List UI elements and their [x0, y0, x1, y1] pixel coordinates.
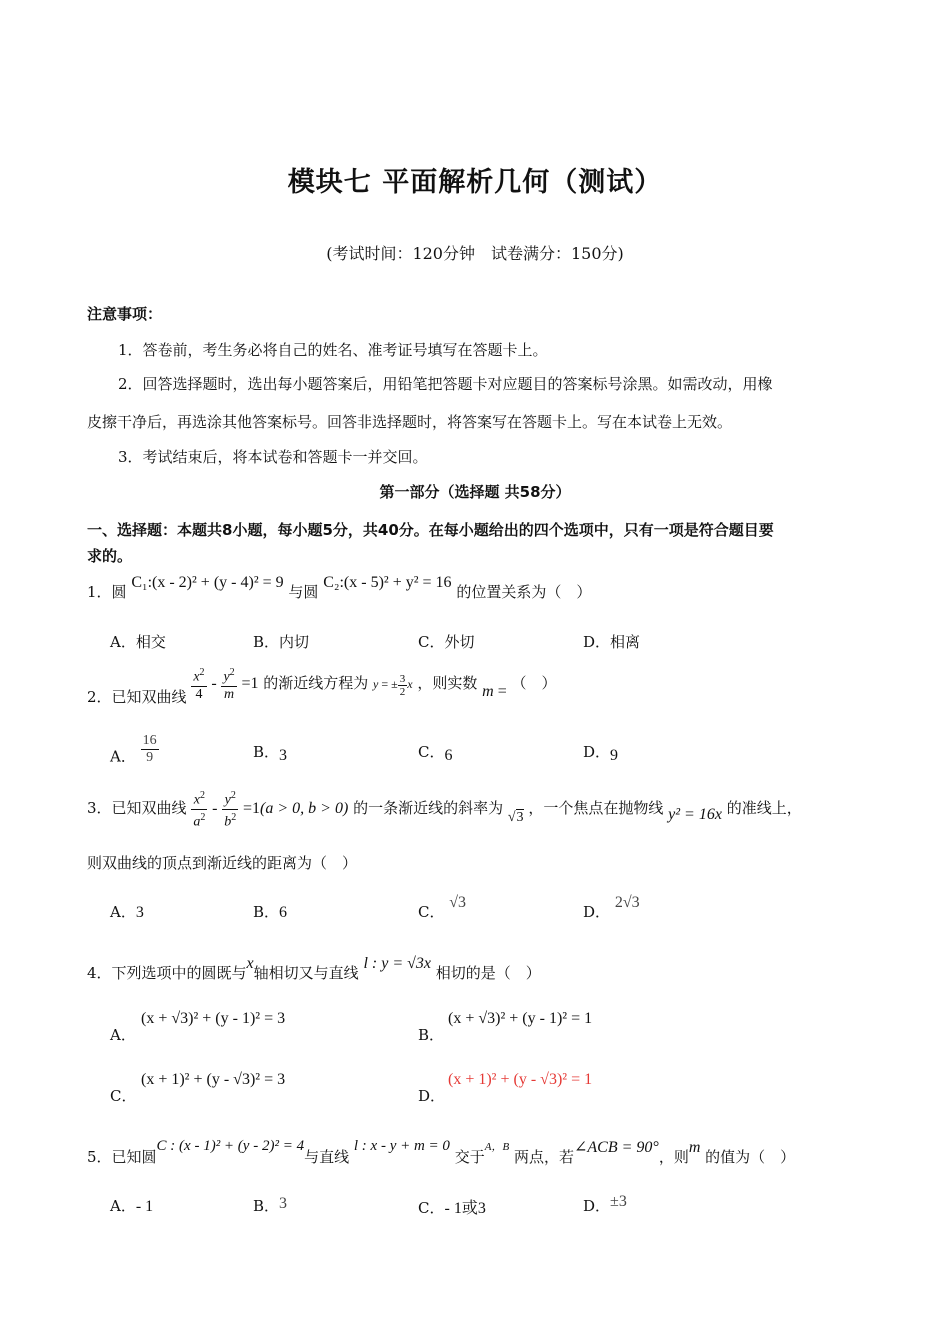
q4-option-d-highlighted[interactable]: (x + 1)² + (y - √3)² = 1 — [448, 1071, 593, 1088]
q4-option-a[interactable]: (x + √3)² + (y - 1)² = 3 — [141, 1010, 286, 1027]
q2-equals-one: =1 — [241, 674, 259, 692]
q2-option-a-label: A． — [110, 747, 136, 766]
q1-circle-2: C₂:(x - 5)² + y² = 16 — [323, 574, 452, 591]
q1-option-d[interactable]: D．相离 — [583, 633, 641, 651]
q5-angle: ∠ACB = 90° — [573, 1139, 659, 1156]
q4-option-c-label[interactable]: C． — [110, 1087, 137, 1105]
q2-var-m: m = — [482, 682, 507, 700]
q1-option-b[interactable]: B．内切 — [253, 633, 310, 651]
q5-option-a-label: A． — [110, 1197, 136, 1215]
q4-prefix: 4．下列选项中的圆既与 — [87, 964, 247, 982]
q2-option-a-value: $\frac{16}{9}$ — [142, 733, 157, 765]
notice-item-3: 3．考试结束后，将本试卷和答题卡一并交回。 — [118, 448, 428, 466]
q5-mid2: 交于 — [454, 1148, 485, 1166]
q3-frac-y: $\frac{y^2}{b^2}$ — [224, 790, 237, 830]
q3-option-c-label: C． — [418, 903, 445, 921]
q4-line: l : y = √3x — [363, 955, 432, 972]
q2-minus: - — [211, 674, 217, 692]
q5-option-d-value: ±3 — [610, 1193, 627, 1210]
q3-option-d-value: 2√3 — [614, 894, 640, 911]
q3-minus: - — [212, 800, 218, 818]
q3-mid: 的一条渐近线的斜率为 — [353, 799, 504, 818]
q5-option-d[interactable] — [583, 1195, 627, 1216]
q2-option-d[interactable] — [583, 741, 618, 762]
q3-option-b[interactable] — [253, 901, 287, 922]
q2-option-b[interactable] — [253, 741, 287, 762]
q3-option-b-label: B． — [253, 903, 280, 921]
q5-option-d-label: D． — [583, 1197, 611, 1215]
q5-line: l : x - y + m = 0 — [353, 1138, 450, 1154]
question-3 — [87, 788, 802, 830]
q4-option-b-label[interactable]: B． — [418, 1026, 445, 1044]
q3-mid2: ，一个焦点在抛物线 — [528, 799, 664, 818]
section-heading: 第一部分（选择题 共58分） — [379, 483, 571, 501]
q3-option-b-value: 6 — [279, 904, 288, 921]
notice-item-2b: 皮擦干净后，再选涂其他答案标号。回答非选择题时，将答案写在答题卡上。写在本试卷上无效。 — [87, 413, 733, 431]
question-4 — [87, 955, 541, 983]
q1-mid: 与圆 — [288, 583, 319, 601]
q4-mid: 轴相切又与直线 — [253, 964, 359, 982]
q3-option-a-label: A． — [110, 903, 136, 921]
q2-option-b-value: 3 — [279, 747, 288, 764]
question-2 — [87, 665, 557, 706]
q5-option-b-label: B． — [253, 1197, 280, 1215]
q2-option-d-value: 9 — [610, 747, 619, 764]
q5-circle: C : (x - 1)² + (y - 2)² = 4 — [156, 1138, 305, 1154]
q3-parabola: y² = 16x — [668, 806, 722, 824]
q5-prefix: 5．已知圆 — [87, 1148, 157, 1166]
q3-option-a-value: 3 — [135, 904, 144, 921]
q3-option-a[interactable] — [110, 901, 144, 922]
q2-option-c[interactable] — [418, 741, 452, 762]
q3-condition: (a > 0, b > 0) — [260, 800, 349, 818]
q1-option-c[interactable]: C．外切 — [418, 633, 475, 651]
q3-slope: √3 — [507, 810, 524, 826]
q3-option-d-label: D． — [583, 903, 611, 921]
notice-heading: 注意事项： — [87, 305, 163, 323]
part1-heading-cont: 求的。 — [87, 547, 133, 565]
q2-option-a[interactable] — [110, 733, 159, 774]
notice-item-2a: 2．回答选择题时，选出每小题答案后，用铅笔把答题卡对应题目的答案标号涂黑。如需改动，用橡 — [118, 375, 773, 393]
q2-suffix: ，则实数 — [417, 673, 478, 692]
q3-option-c-value: √3 — [449, 894, 467, 911]
q1-suffix: 的位置关系为（ ） — [456, 583, 592, 601]
q5-option-a[interactable] — [110, 1195, 153, 1216]
q5-var-m: m — [688, 1139, 701, 1156]
q2-option-d-label: D． — [583, 743, 611, 761]
q2-option-c-value: 6 — [444, 747, 453, 764]
q3-prefix: 3．已知双曲线 — [87, 799, 187, 818]
q3-suffix: 的准线上， — [726, 799, 802, 818]
q2-option-b-label: B． — [253, 743, 280, 761]
q2-frac-y: $\frac{y^2}{m}$ — [223, 667, 235, 702]
q5-option-c-label: C． — [418, 1199, 445, 1217]
q2-frac-x: $\frac{x^2}{4}$ — [193, 667, 205, 702]
q4-option-a-label[interactable]: A． — [110, 1026, 136, 1044]
q5-option-c[interactable] — [418, 1195, 486, 1218]
q5-mid: 与直线 — [304, 1148, 350, 1166]
q5-suffix: 的值为（ ） — [705, 1148, 796, 1166]
q4-option-c[interactable]: (x + 1)² + (y - √3)² = 3 — [141, 1071, 286, 1088]
q3-line-2: 则双曲线的顶点到渐近线的距离为（ ） — [87, 854, 358, 872]
notice-item-1: 1．答卷前，考生务必将自己的姓名、准考证号填写在答题卡上。 — [118, 341, 548, 359]
q5-option-b-value: 3 — [279, 1195, 288, 1212]
q2-mid: 的渐近线方程为 — [263, 673, 369, 692]
q4-axis: x — [246, 955, 254, 972]
q3-option-c[interactable] — [418, 894, 467, 922]
q1-circle-1: C₁:(x - 2)² + (y - 4)² = 9 — [131, 574, 284, 591]
q2-option-c-label: C． — [418, 743, 445, 761]
q1-option-a[interactable]: A．相交 — [110, 633, 166, 651]
q4-option-d-label[interactable]: D． — [418, 1087, 446, 1105]
q2-tail: （ ） — [511, 673, 557, 692]
q2-asymptote: y = ± $\frac{3}{2}$ x — [373, 672, 413, 698]
q4-option-b[interactable]: (x + √3)² + (y - 1)² = 1 — [448, 1010, 593, 1027]
exam-info: (考试时间：120分钟 试卷满分：150分) — [326, 244, 624, 263]
q3-equals-one: =1 — [243, 800, 261, 818]
q5-points: A，B — [484, 1141, 510, 1153]
q3-option-d[interactable] — [583, 894, 640, 922]
q5-option-c-value: - 1或3 — [444, 1200, 486, 1217]
q5-mid4: ，则 — [658, 1148, 689, 1166]
question-1 — [87, 574, 592, 602]
q5-option-b[interactable] — [253, 1195, 287, 1216]
q3-frac-x: $\frac{x^2}{a^2}$ — [193, 790, 206, 830]
q1-prefix: 1．圆 — [87, 583, 127, 601]
question-5 — [87, 1138, 796, 1167]
page-title: 模块七 平面解析几何（测试） — [287, 167, 663, 198]
q5-mid3: 两点，若 — [513, 1148, 574, 1166]
q5-option-a-value: - 1 — [135, 1198, 154, 1215]
q2-prefix: 2．已知双曲线 — [87, 687, 187, 706]
q4-suffix: 相切的是（ ） — [435, 964, 541, 982]
part1-heading: 一、选择题：本题共8小题，每小题5分，共40分。在每小题给出的四个选项中，只有一项是符合题目要 — [87, 521, 774, 539]
